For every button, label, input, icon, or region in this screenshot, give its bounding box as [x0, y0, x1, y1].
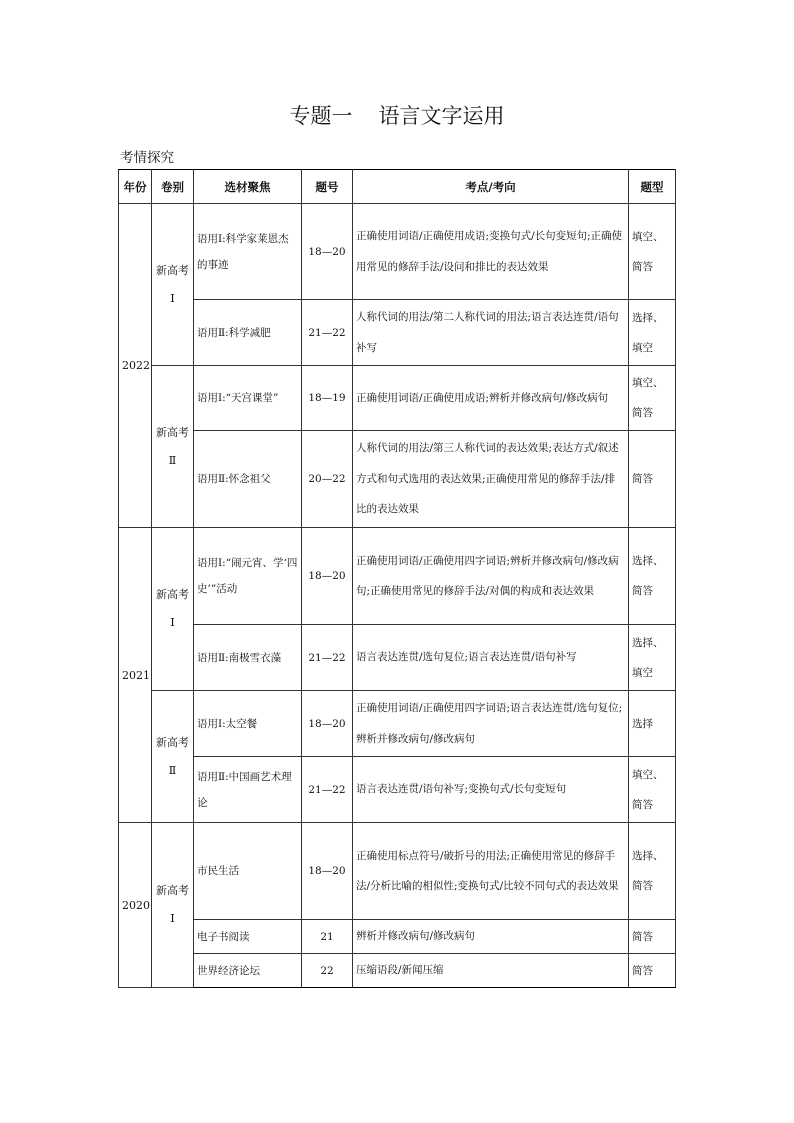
paper-cell: 新高考Ⅰ	[152, 823, 194, 988]
table-row	[119, 528, 676, 625]
section-heading: 考情探究	[120, 150, 174, 166]
question-type-cell: 选择	[629, 691, 676, 757]
question-number-cell: 21—22	[302, 625, 353, 691]
paper-cell: 新高考Ⅰ	[152, 528, 194, 691]
table-row	[119, 204, 676, 300]
table-row	[119, 920, 676, 954]
question-number-cell: 18—20	[302, 691, 353, 757]
question-number-cell: 18—19	[302, 366, 353, 431]
material-cell: 语用Ⅱ:科学减肥	[194, 300, 302, 366]
question-number-cell: 21—22	[302, 300, 353, 366]
header-paper: 卷别	[152, 170, 194, 204]
material-cell: 世界经济论坛	[194, 954, 302, 988]
question-type-cell: 填空、简答	[629, 757, 676, 823]
material-cell: 语用Ⅰ:“天宫课堂”	[194, 366, 302, 431]
title-topic-number: 专题一	[289, 104, 353, 128]
table-row	[119, 366, 676, 431]
table-header-row	[119, 170, 676, 204]
table-row	[119, 954, 676, 988]
material-cell: 语用Ⅱ:南极雪衣藻	[194, 625, 302, 691]
test-points-cell: 正确使用词语/正确使用四字词语;辨析并修改病句/修改病句;正确使用常见的修辞手法/对偶的构成和表达效果	[353, 528, 629, 625]
test-points-cell: 人称代词的用法/第二人称代词的用法;语言表达连贯/语句补写	[353, 300, 629, 366]
header-year: 年份	[119, 170, 152, 204]
question-type-cell: 选择、填空	[629, 300, 676, 366]
header-question-number: 题号	[302, 170, 353, 204]
table-row	[119, 823, 676, 920]
header-test-points: 考点/考向	[353, 170, 629, 204]
page-title	[0, 100, 794, 130]
table-row	[119, 691, 676, 757]
material-cell: 语用Ⅱ:中国画艺术理论	[194, 757, 302, 823]
material-cell: 电子书阅读	[194, 920, 302, 954]
test-points-cell: 正确使用标点符号/破折号的用法;正确使用常见的修辞手法/分析比喻的相似性;变换句式/比较不同句式的表达效果	[353, 823, 629, 920]
table-row	[119, 431, 676, 528]
question-number-cell: 22	[302, 954, 353, 988]
year-cell: 2021	[119, 528, 152, 823]
test-points-cell: 人称代词的用法/第三人称代词的表达效果;表达方式/叙述方式和句式选用的表达效果;正确使用常见的修辞手法/排比的表达效果	[353, 431, 629, 528]
test-points-cell: 正确使用词语/正确使用成语;辨析并修改病句/修改病句	[353, 366, 629, 431]
question-number-cell: 20—22	[302, 431, 353, 528]
question-number-cell: 18—20	[302, 528, 353, 625]
header-material: 选材聚焦	[194, 170, 302, 204]
question-number-cell: 21—22	[302, 757, 353, 823]
question-type-cell: 简答	[629, 431, 676, 528]
header-question-type: 题型	[629, 170, 676, 204]
question-number-cell: 18—20	[302, 204, 353, 300]
question-type-cell: 填空、简答	[629, 204, 676, 300]
test-points-cell: 压缩语段/新闻压缩	[353, 954, 629, 988]
table-row	[119, 757, 676, 823]
test-points-cell: 语言表达连贯/语句补写;变换句式/长句变短句	[353, 757, 629, 823]
test-points-cell: 辨析并修改病句/修改病句	[353, 920, 629, 954]
question-type-cell: 简答	[629, 920, 676, 954]
table-row	[119, 625, 676, 691]
paper-cell: 新高考Ⅱ	[152, 691, 194, 823]
title-topic-name: 语言文字运用	[378, 104, 505, 128]
year-cell: 2020	[119, 823, 152, 988]
test-points-cell: 语言表达连贯/选句复位;语言表达连贯/语句补写	[353, 625, 629, 691]
question-type-cell: 填空、简答	[629, 366, 676, 431]
table-row	[119, 300, 676, 366]
exam-analysis-table	[118, 169, 676, 988]
test-points-cell: 正确使用词语/正确使用四字词语;语言表达连贯/选句复位;辨析并修改病句/修改病句	[353, 691, 629, 757]
material-cell: 语用Ⅰ:太空餐	[194, 691, 302, 757]
test-points-cell: 正确使用词语/正确使用成语;变换句式/长句变短句;正确使用常见的修辞手法/设问和排比的表达效果	[353, 204, 629, 300]
material-cell: 语用Ⅰ:科学家莱恩杰的事迹	[194, 204, 302, 300]
paper-cell: 新高考Ⅱ	[152, 366, 194, 528]
question-type-cell: 选择、填空	[629, 625, 676, 691]
question-type-cell: 选择、简答	[629, 528, 676, 625]
question-number-cell: 21	[302, 920, 353, 954]
material-cell: 市民生活	[194, 823, 302, 920]
question-type-cell: 简答	[629, 954, 676, 988]
material-cell: 语用Ⅱ:怀念祖父	[194, 431, 302, 528]
question-type-cell: 选择、简答	[629, 823, 676, 920]
paper-cell: 新高考Ⅰ	[152, 204, 194, 366]
year-cell: 2022	[119, 204, 152, 528]
question-number-cell: 18—20	[302, 823, 353, 920]
material-cell: 语用Ⅰ:“闹元宵、学‘四史’”活动	[194, 528, 302, 625]
